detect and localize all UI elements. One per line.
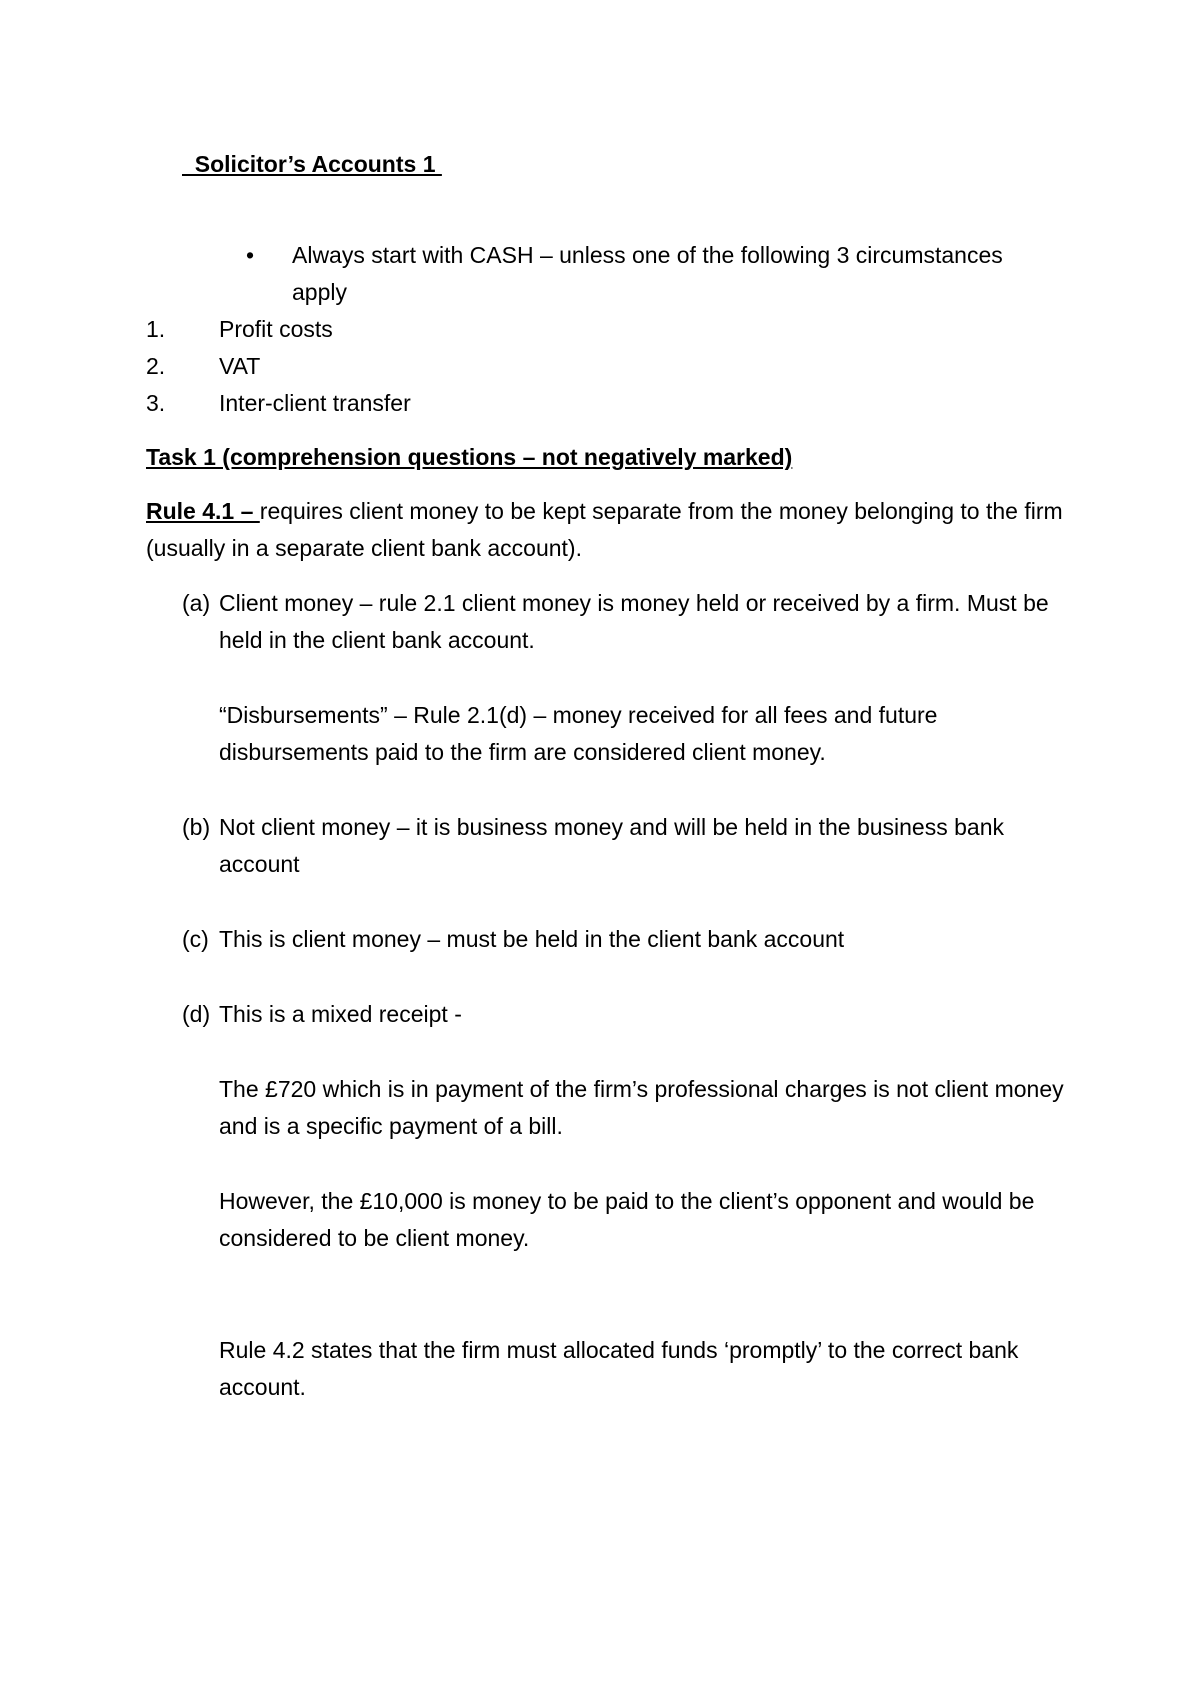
rule-label: Rule 4.1 – [146,498,260,524]
document-title: Solicitor’s Accounts 1 [182,151,442,177]
item-a-marker: (a) [182,590,211,616]
item-a [182,585,1082,659]
rule-paragraph [146,493,1076,567]
item-b [182,809,1082,883]
list-item-marker: 1. [146,316,166,342]
item-a-text: Client money – rule 2.1 client money is money held or received by a firm. Must be held in the client bank account. [219,590,1049,653]
item-b-text: Not client money – it is business money and will be held in the business bank account [219,814,1004,877]
list-item-text: Profit costs [219,316,333,342]
rule-text: requires client money to be kept separate from the money belonging to the firm (usually in a separate client bank account). [146,498,1063,561]
list-item-text: VAT [219,353,261,379]
mixed-receipt-paragraph-1: The £720 which is in payment of the firm’s professional charges is not client money and is a specific payment of a bill. [219,1076,1064,1139]
item-b-marker: (b) [182,814,211,840]
list-item-marker: 2. [146,353,166,379]
task-heading: Task 1 (comprehension questions – not negatively marked) [146,444,793,470]
rule-4-2-paragraph: Rule 4.2 states that the firm must allocated funds ‘promptly’ to the correct bank account. [219,1337,1019,1400]
item-d-text: This is a mixed receipt - [219,1001,462,1027]
item-d-marker: (d) [182,1001,211,1027]
item-c-text: This is client money – must be held in the client bank account [219,926,845,952]
bullet-text: Always start with CASH – unless one of the following 3 circumstances apply [292,242,1003,305]
item-d [182,996,1082,1033]
item-c-marker: (c) [182,926,209,952]
bullet-item [246,237,1006,311]
list-item-text: Inter-client transfer [219,390,411,416]
item-c [182,921,1082,958]
mixed-receipt-paragraph-2: However, the £10,000 is money to be paid to the client’s opponent and would be considered to be client money. [219,1188,1035,1251]
disbursements-note: “Disbursements” – Rule 2.1(d) – money received for all fees and future disbursements paid to the firm are considered client money. [219,702,938,765]
list-item-marker: 3. [146,390,166,416]
bullet-marker: • [246,242,255,268]
